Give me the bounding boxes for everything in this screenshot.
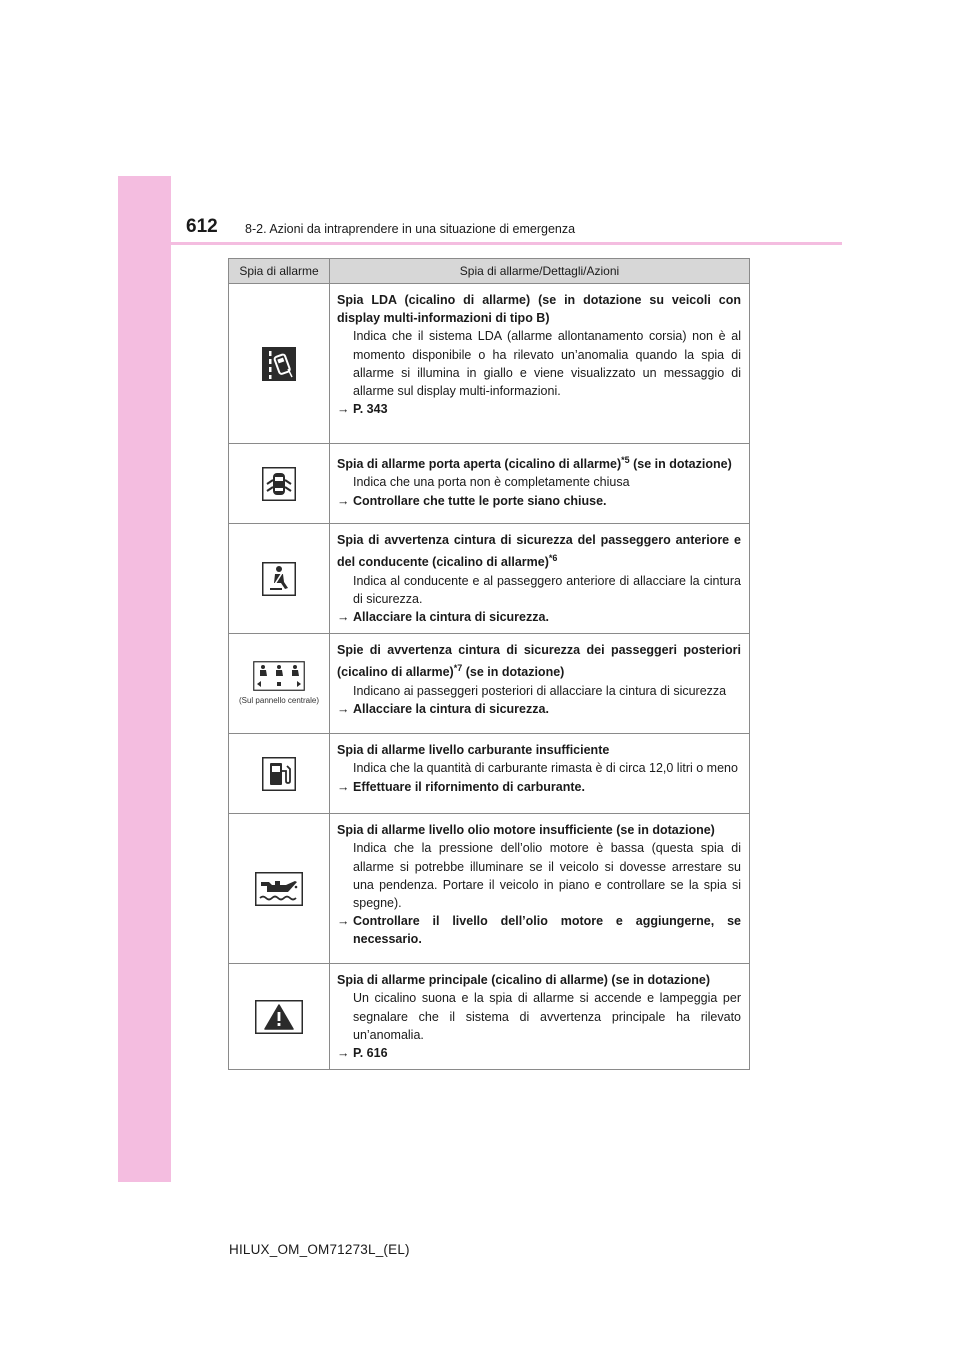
- table-row: [229, 634, 750, 734]
- master-warning-icon: [255, 1000, 303, 1034]
- row-description: Indica che la pressione dell’olio motore è bassa (questa spia di allarme si potrebbe illuminare se il veicolo si dovesse arrestare su una pendenza. Portare il veicolo in piano e controllare se la spia si spegne).: [353, 841, 741, 910]
- rear-seatbelt-icon: [253, 661, 305, 691]
- row-title: Spia di allarme porta aperta (cicalino di allarme)$^{*5}$ (se in dotazione): [337, 455, 732, 472]
- row-title: Spia LDA (cicalino di allarme) (se in dotazione su veicoli con display multi-informazioni di tipo B): [337, 293, 741, 326]
- footer-document-code: HILUX_OM_OM71273L_(EL): [229, 1242, 410, 1257]
- arrow-icon: →: [337, 402, 350, 417]
- row-action: [337, 1044, 741, 1062]
- table-row: [229, 444, 750, 524]
- details-cell: [330, 444, 750, 524]
- row-action: [337, 400, 741, 418]
- section-title: 8-2. Azioni da intraprendere in una situazione di emergenza: [245, 222, 576, 236]
- row-description: Indicano ai passeggeri posteriori di allacciare la cintura di sicurezza: [353, 683, 727, 698]
- row-title: Spie di avvertenza cintura di sicurezza dei passeggeri posteriori (cicalino di allarme)$^{*7}$ (se in dotazione): [337, 643, 741, 680]
- footnote-marker: *6: [548, 553, 558, 564]
- icon-caption: (Sul pannello centrale): [238, 696, 320, 706]
- row-description: Indica che la quantità di carburante rimasta è di circa 12,0 litri o meno: [353, 761, 738, 776]
- door-open-icon: [262, 467, 296, 501]
- arrow-icon: →: [337, 609, 350, 624]
- icon-cell: [229, 284, 330, 444]
- header-rule: [171, 242, 842, 245]
- table-row: [229, 964, 750, 1070]
- seatbelt-icon: [262, 562, 296, 596]
- table-row: [229, 524, 750, 634]
- arrow-icon: →: [337, 779, 350, 794]
- arrow-icon: →: [337, 701, 350, 716]
- table-row: [229, 814, 750, 964]
- table-row: [229, 284, 750, 444]
- icon-cell: [229, 964, 330, 1070]
- details-cell: [330, 814, 750, 964]
- oil-can-icon: [255, 872, 303, 906]
- icon-cell: [229, 734, 330, 814]
- icon-cell: [229, 444, 330, 524]
- fuel-pump-icon: [262, 757, 296, 791]
- details-cell: [330, 634, 750, 734]
- row-title: Spia di allarme livello olio motore insufficiente (se in dotazione): [337, 823, 715, 838]
- details-cell: [330, 734, 750, 814]
- details-cell: [330, 284, 750, 444]
- table-header-row: [229, 259, 750, 284]
- warning-lights-table: [228, 258, 750, 1070]
- lane-departure-icon: [262, 347, 296, 381]
- row-description: Un cicalino suona e la spia di allarme si accende e lampeggia per segnalare che il sistema di avvertenza principale ha rilevato un’anomalia.: [353, 991, 741, 1042]
- row-description: Indica al conducente e al passeggero anteriore di allacciare la cintura di sicurezza.: [353, 573, 741, 606]
- page-reference-link[interactable]: P. 343: [353, 402, 388, 417]
- footnote-marker: *5: [621, 455, 630, 465]
- table-row: [229, 734, 750, 814]
- icon-cell: [229, 634, 330, 734]
- details-cell: [330, 524, 750, 634]
- side-tab-band: [118, 176, 171, 1182]
- arrow-icon: →: [337, 914, 350, 929]
- row-description: Indica che il sistema LDA (allarme allontanamento corsia) non è al momento disponibile o ha rilevato un’anomalia quando la spia di allarme si illumina in giallo e viene visualizzato un messaggio di allarme sul display multi-informazioni.: [353, 329, 741, 399]
- row-action: → Controllare che tutte le porte siano chiuse.: [337, 492, 741, 510]
- row-action: → Effettuare il rifornimento di carburante.: [337, 778, 741, 796]
- row-action: → Allacciare la cintura di sicurezza.: [337, 700, 741, 718]
- icon-cell: [229, 524, 330, 634]
- arrow-icon: →: [337, 493, 350, 508]
- icon-cell: [229, 814, 330, 964]
- column-header-light: Spia di allarme: [229, 259, 330, 284]
- row-title: Spia di allarme livello carburante insufficiente: [337, 743, 610, 758]
- row-description: Indica che una porta non è completamente chiusa: [353, 475, 630, 490]
- details-cell: [330, 964, 750, 1070]
- page-reference-link[interactable]: P. 616: [353, 1045, 388, 1060]
- column-header-details: Spia di allarme/Dettagli/Azioni: [330, 259, 750, 284]
- page-number: 612: [186, 216, 218, 237]
- row-title: Spia di allarme principale (cicalino di allarme) (se in dotazione): [337, 973, 711, 988]
- row-action: → Controllare il livello dell’olio motore e aggiungerne, se necessario.: [337, 914, 741, 947]
- footnote-marker: *7: [453, 663, 463, 674]
- row-title: Spia di avvertenza cintura di sicurezza del passeggero anteriore e del conducente (cicalino di allarme)$^{*6}$: [337, 533, 741, 570]
- arrow-icon: →: [337, 1045, 350, 1060]
- row-action: → Allacciare la cintura di sicurezza.: [337, 608, 741, 626]
